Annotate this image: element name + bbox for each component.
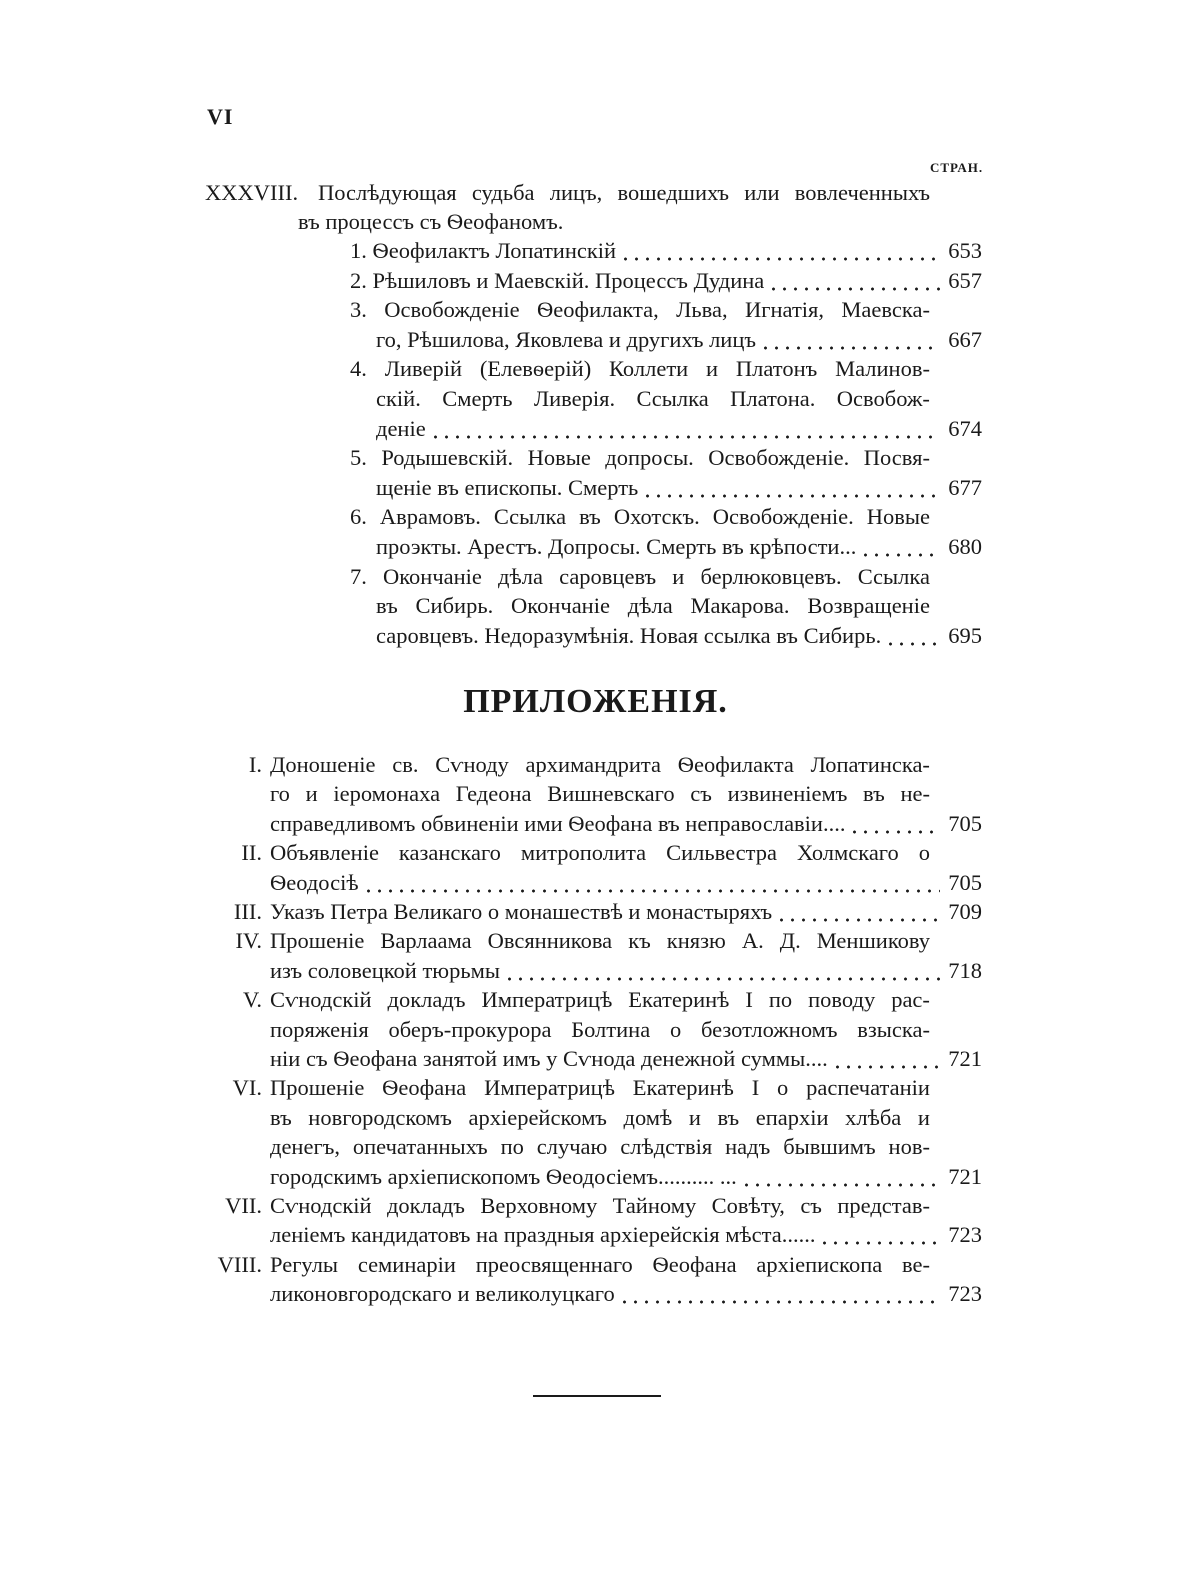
page-ref: 680 (948, 534, 982, 559)
chapter-item-line: 6. Аврамовъ. Ссылка въ Охотскъ. Освобожденіе. Новые (350, 504, 930, 529)
page-ref: 721 (948, 1164, 982, 1189)
page-ref: 705 (948, 811, 982, 836)
page-number: VI (207, 104, 234, 129)
entry-text: изъ соловецкой тюрьмы (270, 958, 500, 983)
chapter-item-line: 4. Ливерій (Елевѳерій) Коллети и Платонъ Малинов- (350, 356, 930, 381)
page-ref: 709 (948, 899, 982, 924)
appendix-numeral: II. (241, 840, 262, 865)
dot-leader (760, 325, 940, 355)
dot-leader (642, 473, 940, 503)
entry-text: ніи съ Ѳеофана занятой имъ у Сѵнода денежной суммы.... (270, 1046, 828, 1071)
page-column-label: СТРАН. (930, 160, 984, 175)
dot-leader (768, 266, 940, 296)
appendix-line: го и іеромонаха Гедеона Вишневскаго съ извиненіемъ въ не- (270, 781, 930, 806)
dot-leader (776, 897, 940, 927)
appendix-last-line (270, 1044, 982, 1074)
chapter-item-last-line (350, 236, 982, 266)
chapter-numeral: XXXVIII. (205, 180, 299, 205)
dot-leader (430, 414, 941, 444)
chapter-item-line: 7. Окончаніе дѣла саровцевъ и берлюковцевъ. Ссылка (350, 564, 930, 589)
appendix-last-line (270, 809, 982, 839)
chapter-item-last-line (376, 473, 982, 503)
appendix-last-line (270, 1279, 982, 1309)
appendix-last-line (270, 1220, 982, 1250)
entry-text: проэкты. Арестъ. Допросы. Смерть въ крѣпости... (376, 534, 857, 559)
chapter-item-line: въ Сибирь. Окончаніе дѣла Макарова. Возвращеніе (376, 593, 930, 618)
dot-leader (819, 1220, 940, 1250)
appendix-numeral: III. (233, 899, 262, 924)
chapter-item-last-line (350, 266, 982, 296)
dot-leader (504, 956, 940, 986)
page-ref: 718 (948, 958, 982, 983)
entry-text: ликоновгородскаго и великолуцкаго (270, 1281, 615, 1306)
appendix-numeral: V. (243, 987, 262, 1012)
appendix-numeral: I. (248, 752, 262, 777)
appendix-last-line (270, 897, 982, 927)
appendix-numeral: VIII. (217, 1252, 262, 1277)
dot-leader (849, 809, 940, 839)
entry-text: 2. Рѣшиловъ и Маевскій. Процессъ Дудина (350, 268, 765, 293)
appendix-numeral: VI. (232, 1075, 262, 1100)
appendix-line: Сѵнодскій докладъ Верховному Тайному Совѣту, съ представ- (270, 1193, 930, 1218)
page-ref: 721 (948, 1046, 982, 1071)
page-ref: 667 (948, 327, 982, 352)
appendices-heading: ПРИЛОЖЕНІЯ. (463, 683, 728, 720)
dot-leader (885, 621, 940, 651)
entry-text: городскимъ архіепископомъ Ѳеодосіемъ.......... ... (270, 1164, 737, 1189)
page-ref: 723 (948, 1222, 982, 1247)
appendix-line: въ новгородскомъ архіерейскомъ домѣ и въ епархіи хлѣба и (270, 1105, 930, 1130)
page-ref: 677 (948, 475, 982, 500)
entry-text: справедливомъ обвиненіи ими Ѳеофана въ неправославіи.... (270, 811, 846, 836)
dot-leader (832, 1044, 941, 1074)
dot-leader (741, 1162, 940, 1192)
page-ref: 653 (948, 238, 982, 263)
chapter-title-line: въ процессъ съ Ѳеофаномъ. (298, 209, 564, 234)
chapter-item-last-line (376, 621, 982, 651)
dot-leader (620, 236, 940, 266)
appendix-last-line (270, 956, 982, 986)
chapter-title-line: Послѣдующая судьба лицъ, вошедшихъ или вовлеченныхъ (318, 180, 930, 205)
appendix-line: Прошеніе Варлаама Овсянникова къ князю А. Д. Меншикову (270, 928, 930, 953)
appendix-numeral: IV. (235, 928, 262, 953)
entry-text: саровцевъ. Недоразумѣнія. Новая ссылка въ Сибирь. (376, 623, 882, 648)
dot-leader (860, 532, 940, 562)
entry-text: го, Рѣшилова, Яковлева и другихъ лицъ (376, 327, 757, 352)
page-ref: 723 (948, 1281, 982, 1306)
appendix-line: Прошеніе Ѳеофана Императрицѣ Екатеринѣ I о распечатаніи (270, 1075, 930, 1100)
dot-leader (363, 868, 941, 898)
appendix-line: Объявленіе казанскаго митрополита Сильвестра Холмскаго о (270, 840, 930, 865)
appendix-line: поряженія оберъ-прокурора Болтина о безотложномъ взыска- (270, 1017, 930, 1042)
appendix-last-line (270, 868, 982, 898)
appendix-last-line (270, 1162, 982, 1192)
entry-text: Ѳеодосіѣ (270, 870, 359, 895)
entry-text: леніемъ кандидатовъ на праздныя архіерейскія мѣста...... (270, 1222, 816, 1247)
dot-leader (619, 1279, 941, 1309)
appendix-line: Сѵнодскій докладъ Императрицѣ Екатеринѣ I по поводу рас- (270, 987, 930, 1012)
chapter-item-last-line (376, 532, 982, 562)
entry-text: 1. Ѳеофилактъ Лопатинскій (350, 238, 617, 263)
chapter-item-line: 3. Освобожденіе Ѳеофилакта, Льва, Игнатія, Маевска- (350, 297, 930, 322)
entry-text: деніе (376, 416, 426, 441)
appendix-line: Регулы семинаріи преосвященнаго Ѳеофана архіепископа ве- (270, 1252, 930, 1277)
page-ref: 705 (948, 870, 982, 895)
appendix-numeral: VII. (225, 1193, 262, 1218)
appendix-line: Доношеніе св. Сѵноду архимандрита Ѳеофилакта Лопатинска- (270, 752, 930, 777)
chapter-item-line: скій. Смерть Ливерія. Ссылка Платона. Освобож- (376, 386, 930, 411)
chapter-item-last-line (376, 325, 982, 355)
page-ref: 674 (948, 416, 982, 441)
entry-text: Указъ Петра Великаго о монашествѣ и монастыряхъ (270, 899, 773, 924)
appendix-line: денегъ, опечатанныхъ по случаю слѣдствія надъ бывшимъ нов- (270, 1134, 930, 1159)
entry-text: щеніе въ епископы. Смерть (376, 475, 639, 500)
chapter-item-line: 5. Родышевскій. Новые допросы. Освобожденіе. Посвя- (350, 445, 930, 470)
end-rule (533, 1395, 661, 1397)
page-ref: 695 (948, 623, 982, 648)
page-ref: 657 (948, 268, 982, 293)
chapter-item-last-line (376, 414, 982, 444)
